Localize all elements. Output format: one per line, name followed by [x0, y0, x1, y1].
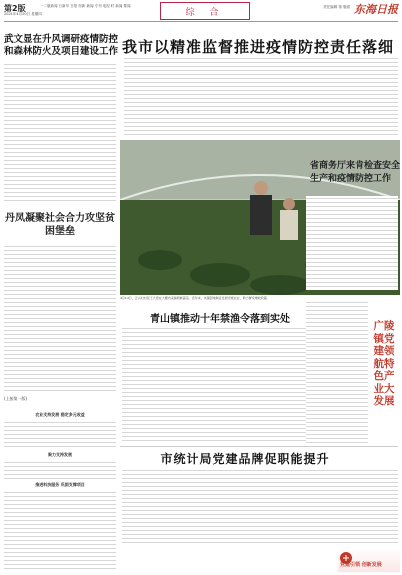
edition-info: 责任编辑 第 版面 [323, 5, 350, 9]
article-body-4d [4, 490, 116, 570]
publish-date: 2021年4月20日 星期四 [4, 12, 42, 16]
article-title-1: 武文显在升风调研疫情防控和森林防火及项目建设工作 [4, 34, 119, 57]
section-label: 综 合 [160, 2, 250, 20]
article-body-4b [4, 420, 116, 450]
divider [120, 446, 398, 447]
article-title-7: 市统计局党建品牌促职能提升 [160, 452, 330, 466]
article-title-3: 省商务厅来肯检查安全生产和疫情防控工作 [310, 161, 401, 184]
banner-text: 党建引领 创新发展 [340, 562, 382, 568]
subhead-2: 聚力支持发展 [48, 452, 72, 457]
subhead-1: 农业支持发展 稳定多元收益 [35, 412, 85, 417]
article-title-6: 广陵镇党建领航特色产业大发展 [373, 320, 395, 407]
section-tabs: 一二版新闻 日新早 日报 综新 新闻 专刊 电视 时 新闻 要闻 [40, 4, 131, 8]
article-body-2 [124, 56, 398, 136]
article-title-4: 丹凤凝聚社会合力攻坚贫困堡垒 [5, 213, 115, 237]
article-body-6 [306, 300, 368, 444]
subhead-3: 推进科技服务 巩固支撑项目 [35, 482, 85, 487]
photo-caption: 4月14日，正兴村村民王大贵在大棚内采摘新鲜蔬菜。近年来，该镇因地制宜发展设施农业，助力群众增收致富。 [120, 296, 270, 300]
party-banner [338, 548, 400, 572]
article-title-2: 我市以精准监督推进疫情防控责任落细 [121, 38, 394, 56]
article-title-5: 青山镇推动十年禁渔令落到实处 [150, 314, 290, 325]
article-body-4 [4, 244, 116, 394]
article-body-3 [306, 196, 398, 290]
header-rule [4, 21, 398, 22]
newspaper-logo: 东海日报 [354, 3, 398, 16]
article-body-1 [4, 62, 116, 202]
subhead-continue: (上接第一版) [4, 396, 28, 401]
page-number: 第2版 [4, 4, 26, 13]
article-body-7 [122, 468, 398, 546]
article-body-4c [4, 460, 116, 480]
